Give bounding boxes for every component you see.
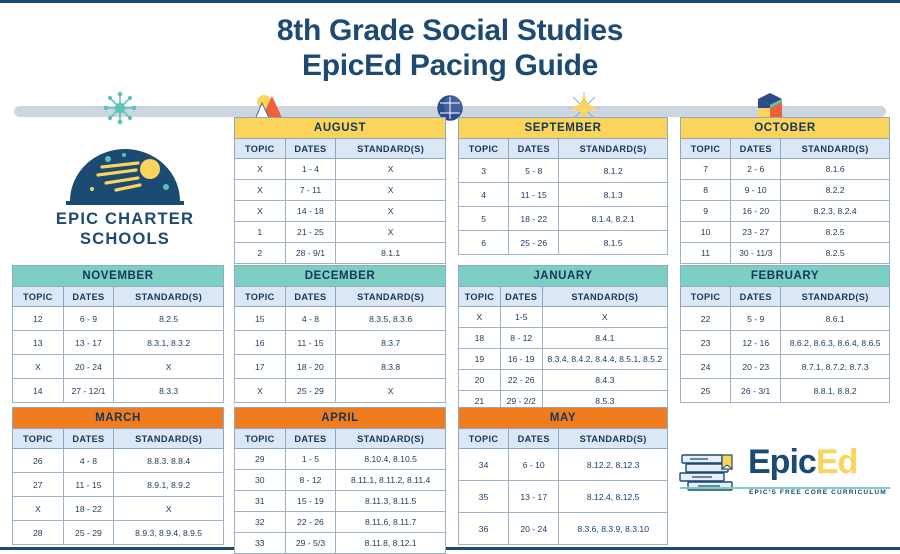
- table-cell: 8.11.1, 8.11.2, 8.11.4: [336, 470, 446, 491]
- table-cell: 20 - 24: [63, 355, 114, 379]
- table-cell: 28 - 9/1: [285, 243, 336, 264]
- table-cell: 8.8.1, 8.8.2: [781, 379, 890, 403]
- column-header: DATES: [63, 429, 114, 449]
- table-cell: 34: [459, 449, 509, 481]
- table-cell: X: [336, 379, 446, 403]
- table-cell: 22: [681, 307, 731, 331]
- title-line-1: 8th Grade Social Studies: [276, 14, 624, 47]
- table-cell: 8.11.6, 8.11.7: [336, 512, 446, 533]
- table-cell: 8.1.4, 8.2.1: [559, 207, 668, 231]
- column-header: TOPIC: [459, 139, 509, 159]
- table-cell: 8.9.3, 8.9.4, 8.9.5: [114, 521, 224, 545]
- month-table-august: [234, 117, 446, 264]
- table-row: [235, 307, 446, 331]
- column-header: DATES: [63, 287, 114, 307]
- month-table-march: [12, 407, 224, 545]
- table-cell: X: [114, 355, 224, 379]
- column-header: TOPIC: [681, 287, 731, 307]
- logo-line-1: EPIC CHARTER: [55, 210, 195, 228]
- month-title: MARCH: [13, 408, 224, 429]
- table-row: [681, 201, 890, 222]
- logo-line-2: SCHOOLS: [80, 230, 170, 248]
- table-row: [13, 521, 224, 545]
- table-cell: 36: [459, 513, 509, 545]
- table-cell: 8.3.7: [336, 331, 446, 355]
- table-cell: 28: [13, 521, 64, 545]
- table-cell: 20 - 24: [509, 513, 559, 545]
- table-cell: 21: [459, 391, 501, 412]
- column-header: STANDARD(S): [114, 287, 224, 307]
- table-cell: 5: [459, 207, 509, 231]
- table-cell: 14: [13, 379, 64, 403]
- epiced-word-secondary: Ed: [815, 443, 858, 481]
- column-header: DATES: [285, 139, 336, 159]
- table-row: [681, 243, 890, 264]
- month-table: [458, 407, 668, 545]
- table-cell: 2 - 6: [731, 159, 781, 180]
- month-title: JANUARY: [459, 266, 668, 287]
- table-cell: 8.2.5: [114, 307, 224, 331]
- table-cell: 22 - 26: [285, 512, 336, 533]
- table-row: [13, 355, 224, 379]
- column-header: TOPIC: [235, 287, 286, 307]
- table-cell: 8.10.4, 8.10.5: [336, 449, 446, 470]
- table-cell: 35: [459, 481, 509, 513]
- table-row: [459, 481, 668, 513]
- table-cell: 8.3.4, 8.4.2, 8.4.4, 8.5.1, 8.5.2: [542, 349, 667, 370]
- table-cell: 27: [13, 473, 64, 497]
- column-header: DATES: [731, 139, 781, 159]
- column-header: TOPIC: [459, 429, 509, 449]
- table-row: [681, 222, 890, 243]
- table-cell: X: [336, 159, 446, 180]
- month-table-january: [458, 265, 668, 412]
- table-cell: 5 - 9: [731, 307, 781, 331]
- table-row: [13, 473, 224, 497]
- table-cell: 17: [235, 355, 286, 379]
- column-header: STANDARD(S): [559, 139, 668, 159]
- table-cell: 8.7.1, 8.7.2, 8.7.3: [781, 355, 890, 379]
- table-cell: 18: [459, 328, 501, 349]
- table-cell: 8.1.6: [781, 159, 890, 180]
- table-cell: 25 - 29: [63, 521, 114, 545]
- table-cell: 8.3.5, 8.3.6: [336, 307, 446, 331]
- table-row: [13, 379, 224, 403]
- table-row: [235, 243, 446, 264]
- month-table-april: [234, 407, 446, 554]
- table-row: [459, 449, 668, 481]
- table-row: [459, 370, 668, 391]
- table-row: [13, 331, 224, 355]
- table-row: [235, 533, 446, 554]
- table-row: [235, 355, 446, 379]
- title-line-2: EpicEd Pacing Guide: [301, 49, 599, 83]
- table-cell: 29 - 5/3: [285, 533, 336, 554]
- table-cell: 19: [459, 349, 501, 370]
- epiced-tagline: EPIC'S FREE CORE CURRICULUM: [746, 489, 890, 496]
- table-cell: 16 - 19: [500, 349, 542, 370]
- table-row: [459, 231, 668, 255]
- table-row: [235, 331, 446, 355]
- column-header: TOPIC: [681, 139, 731, 159]
- table-cell: 11 - 15: [63, 473, 114, 497]
- month-table: [680, 117, 890, 264]
- month-table-september: [458, 117, 668, 255]
- table-row: [681, 307, 890, 331]
- month-table-november: [12, 265, 224, 403]
- table-cell: 24: [681, 355, 731, 379]
- table-cell: 9: [681, 201, 731, 222]
- table-cell: 8 - 12: [500, 328, 542, 349]
- month-table-october: [680, 117, 890, 264]
- table-cell: 22 - 26: [500, 370, 542, 391]
- table-cell: 12: [13, 307, 64, 331]
- table-cell: 10: [681, 222, 731, 243]
- month-table: [680, 265, 890, 403]
- column-header: DATES: [285, 287, 336, 307]
- column-header: DATES: [509, 139, 559, 159]
- table-cell: 8 - 12: [285, 470, 336, 491]
- table-cell: 8.2.5: [781, 222, 890, 243]
- table-cell: 26 - 3/1: [731, 379, 781, 403]
- table-row: [235, 222, 446, 243]
- table-cell: X: [459, 307, 501, 328]
- table-row: [459, 513, 668, 545]
- month-table-february: [680, 265, 890, 403]
- table-row: [235, 470, 446, 491]
- table-cell: X: [13, 497, 64, 521]
- table-cell: 8.2.5: [781, 243, 890, 264]
- table-cell: 11: [681, 243, 731, 264]
- table-cell: 16 - 20: [731, 201, 781, 222]
- table-cell: 25 - 26: [509, 231, 559, 255]
- table-cell: 4 - 8: [63, 449, 114, 473]
- table-cell: 3: [459, 159, 509, 183]
- table-cell: X: [336, 222, 446, 243]
- table-cell: 8.1.5: [559, 231, 668, 255]
- month-table: [12, 265, 224, 403]
- table-cell: 8.12.4, 8.12.5: [559, 481, 668, 513]
- table-cell: 8.2.2: [781, 180, 890, 201]
- month-title: MAY: [459, 408, 668, 429]
- table-cell: 13 - 17: [509, 481, 559, 513]
- column-header: STANDARD(S): [781, 139, 890, 159]
- table-cell: 26: [13, 449, 64, 473]
- table-cell: 8.11.8, 8.12.1: [336, 533, 446, 554]
- table-cell: 25: [681, 379, 731, 403]
- table-row: [13, 307, 224, 331]
- table-cell: 1 - 4: [285, 159, 336, 180]
- table-cell: X: [336, 180, 446, 201]
- table-cell: 6: [459, 231, 509, 255]
- table-cell: 20 - 23: [731, 355, 781, 379]
- table-cell: 14 - 18: [285, 201, 336, 222]
- table-row: [13, 497, 224, 521]
- table-cell: 6 - 9: [63, 307, 114, 331]
- table-cell: 23: [681, 331, 731, 355]
- page-title: [0, 3, 900, 83]
- column-header: STANDARD(S): [336, 139, 446, 159]
- table-cell: X: [114, 497, 224, 521]
- table-cell: 8: [681, 180, 731, 201]
- column-header: DATES: [500, 287, 542, 307]
- table-row: [459, 159, 668, 183]
- table-row: [235, 491, 446, 512]
- column-header: DATES: [509, 429, 559, 449]
- table-cell: 7 - 11: [285, 180, 336, 201]
- table-cell: 23 - 27: [731, 222, 781, 243]
- table-cell: 31: [235, 491, 286, 512]
- table-cell: 18 - 22: [509, 207, 559, 231]
- table-cell: 8.12.2, 8.12.3: [559, 449, 668, 481]
- table-cell: 30 - 11/3: [731, 243, 781, 264]
- column-header: TOPIC: [459, 287, 501, 307]
- column-header: STANDARD(S): [114, 429, 224, 449]
- table-row: [459, 307, 668, 328]
- table-cell: 8.8.3. 8.8.4: [114, 449, 224, 473]
- table-cell: 8.1.2: [559, 159, 668, 183]
- table-cell: 25 - 29: [285, 379, 336, 403]
- table-cell: 4: [459, 183, 509, 207]
- table-cell: X: [235, 201, 286, 222]
- table-cell: 16: [235, 331, 286, 355]
- table-cell: 11 - 15: [285, 331, 336, 355]
- table-cell: 6 - 10: [509, 449, 559, 481]
- table-cell: 8.3.8: [336, 355, 446, 379]
- month-title: NOVEMBER: [13, 266, 224, 287]
- column-header: DATES: [285, 429, 336, 449]
- table-cell: 20: [459, 370, 501, 391]
- table-row: [459, 207, 668, 231]
- column-header: TOPIC: [235, 139, 286, 159]
- table-cell: 29 - 2/2: [500, 391, 542, 412]
- table-row: [235, 449, 446, 470]
- table-cell: 1: [235, 222, 286, 243]
- table-cell: 1 - 5: [285, 449, 336, 470]
- epiced-wordmark: [748, 445, 857, 479]
- epiced-word-primary: Epic: [748, 443, 816, 481]
- table-cell: 8.3.1, 8.3.2: [114, 331, 224, 355]
- column-header: TOPIC: [235, 429, 286, 449]
- table-cell: 21 - 25: [285, 222, 336, 243]
- column-header: TOPIC: [13, 429, 64, 449]
- table-row: [681, 331, 890, 355]
- table-row: [235, 201, 446, 222]
- column-header: TOPIC: [13, 287, 64, 307]
- table-cell: 8.1.1: [336, 243, 446, 264]
- table-cell: X: [235, 379, 286, 403]
- month-title: FEBRUARY: [681, 266, 890, 287]
- column-header: STANDARD(S): [559, 429, 668, 449]
- column-header: STANDARD(S): [542, 287, 667, 307]
- table-row: [681, 379, 890, 403]
- month-table: [234, 407, 446, 554]
- month-table: [12, 407, 224, 545]
- table-row: [681, 355, 890, 379]
- table-cell: 7: [681, 159, 731, 180]
- table-cell: 8.11.3, 8.11.5: [336, 491, 446, 512]
- table-cell: 8.9.1, 8.9.2: [114, 473, 224, 497]
- table-row: [459, 328, 668, 349]
- table-cell: X: [235, 180, 286, 201]
- table-cell: 8.2.3, 8.2.4: [781, 201, 890, 222]
- month-table: [234, 265, 446, 403]
- month-table: [458, 117, 668, 255]
- month-title: SEPTEMBER: [459, 118, 668, 139]
- month-table: [458, 265, 668, 412]
- table-cell: 4 - 8: [285, 307, 336, 331]
- column-header: STANDARD(S): [336, 429, 446, 449]
- table-cell: 8.3.3: [114, 379, 224, 403]
- table-cell: 8.6.2, 8.6.3, 8.6.4, 8.6.5: [781, 331, 890, 355]
- table-cell: X: [235, 159, 286, 180]
- table-row: [13, 449, 224, 473]
- table-row: [235, 159, 446, 180]
- table-cell: 8.1.3: [559, 183, 668, 207]
- table-row: [235, 512, 446, 533]
- table-cell: X: [336, 201, 446, 222]
- table-cell: 1-5: [500, 307, 542, 328]
- month-title: OCTOBER: [681, 118, 890, 139]
- table-cell: 15 - 19: [285, 491, 336, 512]
- table-row: [235, 180, 446, 201]
- table-cell: 18 - 22: [63, 497, 114, 521]
- table-row: [235, 379, 446, 403]
- table-cell: 32: [235, 512, 286, 533]
- table-cell: X: [13, 355, 64, 379]
- month-table-may: [458, 407, 668, 545]
- table-cell: 29: [235, 449, 286, 470]
- table-cell: 15: [235, 307, 286, 331]
- column-header: DATES: [731, 287, 781, 307]
- table-cell: 9 - 10: [731, 180, 781, 201]
- month-table-december: [234, 265, 446, 403]
- table-cell: 2: [235, 243, 286, 264]
- table-cell: 33: [235, 533, 286, 554]
- table-row: [681, 180, 890, 201]
- table-cell: 13 - 17: [63, 331, 114, 355]
- month-title: APRIL: [235, 408, 446, 429]
- table-cell: 8.4.1: [542, 328, 667, 349]
- table-cell: 13: [13, 331, 64, 355]
- table-cell: 11 - 15: [509, 183, 559, 207]
- column-header: STANDARD(S): [781, 287, 890, 307]
- epiced-logo: [678, 443, 892, 515]
- month-table: [234, 117, 446, 264]
- table-cell: 8.5.3: [542, 391, 667, 412]
- table-cell: 27 - 12/1: [63, 379, 114, 403]
- table-cell: 30: [235, 470, 286, 491]
- table-cell: 5 - 8: [509, 159, 559, 183]
- table-cell: X: [542, 307, 667, 328]
- month-title: AUGUST: [235, 118, 446, 139]
- table-cell: 8.6.1: [781, 307, 890, 331]
- table-cell: 18 - 20: [285, 355, 336, 379]
- month-title: DECEMBER: [235, 266, 446, 287]
- table-cell: 8.3.6, 8.3.9, 8.3.10: [559, 513, 668, 545]
- table-cell: 8.4.3: [542, 370, 667, 391]
- table-row: [459, 349, 668, 370]
- column-header: STANDARD(S): [336, 287, 446, 307]
- table-cell: 12 - 16: [731, 331, 781, 355]
- table-row: [459, 183, 668, 207]
- table-row: [681, 159, 890, 180]
